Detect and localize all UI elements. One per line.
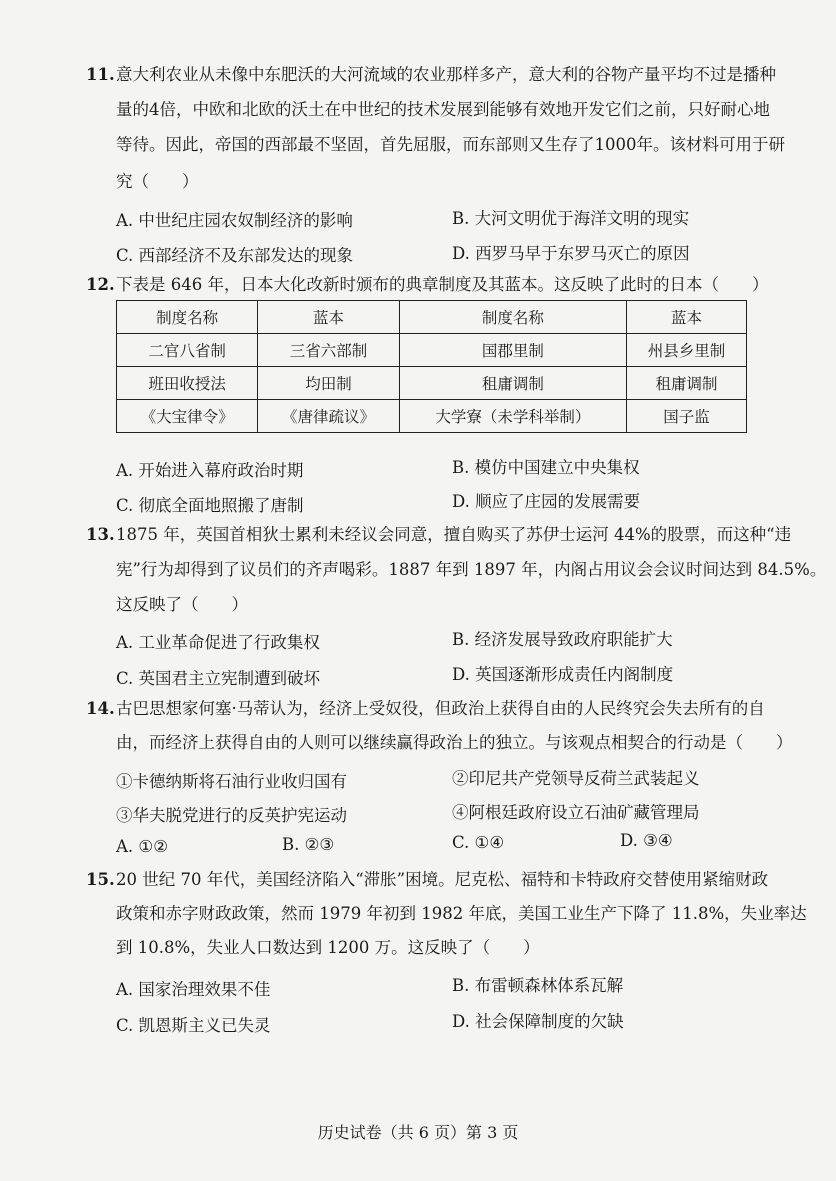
option-a[interactable]: A. 工业革命促进了行政集权	[116, 633, 320, 652]
question-13-line: 这反映了（ ）	[116, 595, 248, 614]
question-11-line: 等待。因此，帝国的西部最不坚固，首先屈服，而东部则又生存了1000年。该材料可用于研	[116, 135, 785, 154]
table-cell: 国郡里制	[399, 334, 626, 367]
statement-1: ①卡德纳斯将石油行业收归国有	[116, 772, 347, 791]
question-11-line: 究（ ）	[116, 172, 199, 191]
table-header-cell: 制度名称	[399, 301, 626, 334]
question-12-stem: 12.下表是 646 年，日本大化改新时颁布的典章制度及其蓝本。这反映了此时的日本（ ）	[86, 275, 769, 294]
table-header-row	[117, 301, 747, 334]
question-13-line: 13.1875 年，英国首相狄士累利未经议会同意，擅自购买了苏伊士运河 44%的股票，而这种“违	[86, 525, 792, 544]
option-d[interactable]: D. 顺应了庄园的发展需要	[452, 492, 641, 511]
institution-table	[116, 300, 747, 433]
table-row	[117, 367, 747, 400]
option-c[interactable]: C. 凯恩斯主义已失灵	[116, 1016, 271, 1035]
option-d[interactable]: D. 西罗马早于东罗马灭亡的原因	[452, 244, 690, 263]
option-a[interactable]: A. 国家治理效果不佳	[116, 980, 271, 999]
table-cell: 二官八省制	[117, 334, 258, 367]
question-15-line: 政策和赤字财政政策，然而 1979 年初到 1982 年底，美国工业生产下降了 11.8%，失业率达	[116, 904, 807, 923]
question-11-line: 11.意大利农业从未像中东肥沃的大河流域的农业那样多产，意大利的谷物产量平均不过是播种	[86, 65, 776, 84]
option-a[interactable]: A. 中世纪庄园农奴制经济的影响	[116, 211, 353, 230]
question-15-line: 15.20 世纪 70 年代，美国经济陷入“滞胀”困境。尼克松、福特和卡特政府交替使用紧缩财政	[86, 870, 769, 889]
option-b[interactable]: B. 模仿中国建立中央集权	[452, 458, 640, 477]
question-14-line: 14.古巴思想家何塞·马蒂认为，经济上受奴役，但政治上获得自由的人民终究会失去所有的自	[86, 699, 765, 718]
table-cell: 《大宝律令》	[117, 400, 258, 433]
table-cell: 三省六部制	[258, 334, 399, 367]
option-c[interactable]: C. 彻底全面地照搬了唐制	[116, 496, 304, 515]
table-row	[117, 400, 747, 433]
option-d[interactable]: D. ③④	[620, 831, 673, 850]
option-c[interactable]: C. ①④	[452, 833, 505, 852]
option-d[interactable]: D. 英国逐渐形成责任内阁制度	[452, 665, 674, 684]
table-cell: 租庸调制	[627, 367, 747, 400]
question-13-line: 宪”行为却得到了议员们的齐声喝彩。1887 年到 1897 年，内阁占用议会会议时间达到 84.5%。	[116, 560, 827, 579]
table-cell: 均田制	[258, 367, 399, 400]
statement-3: ③华夫脱党进行的反英护宪运动	[116, 806, 347, 825]
table-cell: 州县乡里制	[627, 334, 747, 367]
option-b[interactable]: B. ②③	[282, 835, 335, 854]
page-footer: 历史试卷（共 6 页）第 3 页	[317, 1123, 519, 1142]
option-a[interactable]: A. 开始进入幕府政治时期	[116, 461, 304, 480]
table-cell: 国子监	[627, 400, 747, 433]
question-number: 14.	[86, 699, 115, 718]
question-11-line: 量的4倍，中欧和北欧的沃土在中世纪的技术发展到能够有效地开发它们之前，只好耐心地	[116, 100, 770, 119]
question-number: 13.	[86, 525, 115, 544]
table-cell: 租庸调制	[399, 367, 626, 400]
option-b[interactable]: B. 大河文明优于海洋文明的现实	[452, 209, 690, 228]
table-cell: 《唐律疏议》	[258, 400, 399, 433]
question-14-line: 由，而经济上获得自由的人则可以继续赢得政治上的独立。与该观点相契合的行动是（ ）	[116, 733, 793, 752]
statement-4: ④阿根廷政府设立石油矿藏管理局	[452, 803, 700, 822]
question-15-line: 到 10.8%，失业人口数达到 1200 万。这反映了（ ）	[116, 938, 540, 957]
option-b[interactable]: B. 布雷顿森林体系瓦解	[452, 976, 624, 995]
table-header-cell: 制度名称	[117, 301, 258, 334]
table-cell: 大学寮（未学科举制）	[399, 400, 626, 433]
option-a[interactable]: A. ①②	[116, 837, 168, 856]
table-cell: 班田收授法	[117, 367, 258, 400]
table-row	[117, 334, 747, 367]
option-c[interactable]: C. 西部经济不及东部发达的现象	[116, 246, 354, 265]
option-c[interactable]: C. 英国君主立宪制遭到破坏	[116, 669, 321, 688]
statement-2: ②印尼共产党领导反荷兰武装起义	[452, 769, 700, 788]
option-d[interactable]: D. 社会保障制度的欠缺	[452, 1012, 624, 1031]
table-header-cell: 蓝本	[258, 301, 399, 334]
question-11	[86, 66, 786, 84]
option-b[interactable]: B. 经济发展导致政府职能扩大	[452, 630, 673, 649]
question-number: 15.	[86, 870, 115, 889]
question-number: 11.	[86, 65, 115, 84]
table-header-cell: 蓝本	[627, 301, 747, 334]
question-number: 12.	[86, 275, 115, 294]
